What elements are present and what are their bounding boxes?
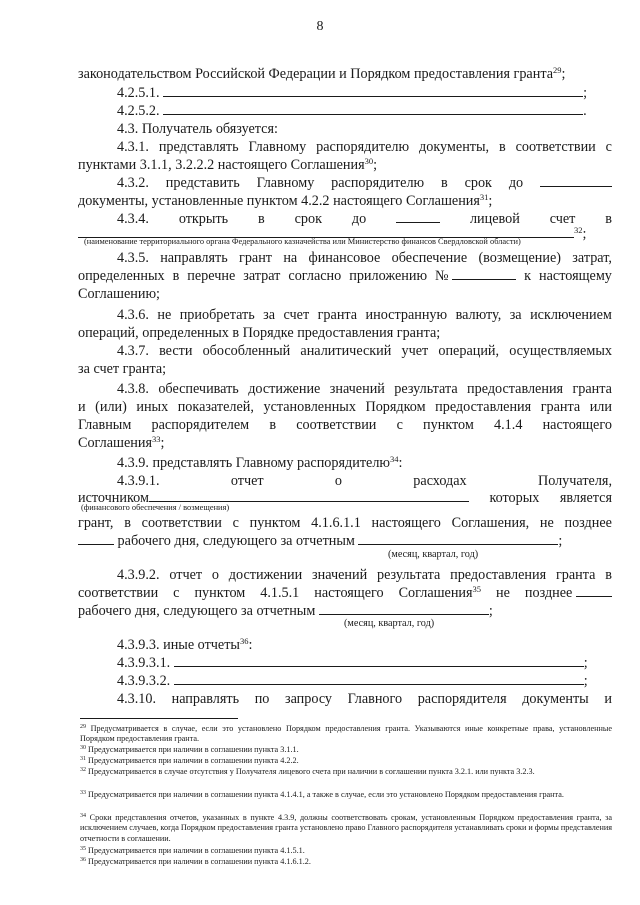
text-line: грант, в соответствии с пунктом 4.1.6.1.1 настоящего Соглашения, не позднее (78, 515, 612, 531)
text-line: рабочего дня, следующего за отчетным ; (78, 603, 493, 619)
footnote: $^{35}$ Предусматривается при наличии в соглашении пункта 4.1.5.1. (80, 846, 305, 855)
field-caption: (наименование территориального органа Федерального казначейства или Министерство финансов Свердловской области) (84, 237, 521, 246)
footnote: $^{36}$ Предусматривается при наличии в соглашении пункта 4.1.6.1.2. (80, 857, 311, 866)
field-caption: (финансового обеспечения / возмещения) (81, 503, 230, 512)
fill-in-blank (174, 672, 584, 685)
text-line: 4.3.9.2. отчет о достижении значений результата предоставления гранта в (117, 567, 612, 583)
footnote-ref: 35 (472, 584, 482, 594)
text-line: 4.3.5. направлять грант на финансовое обеспечение (возмещение) затрат, (117, 250, 612, 266)
footnote: $^{34}$ Сроки представления отчетов, указанных в пункте 4.3.9, должны соответствовать срокам, установленным Порядком предоставления гранта, за исключением случаев, когда Порядком предоставления гранта установлено право Главного распорядителя устанавливать сроки и формы представления отчетности в соглашении. (80, 813, 613, 843)
footnote-ref: 30 (364, 156, 374, 166)
text-line: рабочего дня, следующего за отчетным ; (78, 532, 562, 550)
text-line: соответствии с пунктом 4.1.5.1 настоящего Соглашения$^{35}$ не позднее (78, 584, 612, 602)
text-line: Соглашения$^{33}$; (78, 434, 165, 451)
clause-4-2-5-2: 4.2.5.2. . (117, 103, 587, 119)
text-line: Главным распорядителем в соответствии с пунктом 4.1.4 настоящего (78, 417, 612, 433)
fill-in-blank (452, 267, 516, 280)
text-line: определенных в перечне затрат согласно приложению № к настоящему (78, 268, 612, 284)
text-line: 4.3.8. обеспечивать достижение значений результата предоставления гранта (117, 381, 612, 397)
fill-in-blank (163, 102, 583, 115)
clause-4-3-heading: 4.3. Получатель обязуется: (117, 121, 278, 137)
clause-4-3-9-3-2: 4.3.9.3.2. ; (117, 673, 588, 689)
clause-4-3-9-3-1: 4.3.9.3.1. ; (117, 655, 588, 671)
fill-in-blank (540, 174, 612, 187)
text-line: источником которых является (78, 490, 612, 506)
fill-in-blank (163, 84, 583, 97)
text-line: 4.3.1. представлять Главному распорядителю документы, в соответствии с (117, 139, 612, 155)
fill-in-blank (396, 210, 440, 223)
text-line: и (или) иных показателей, установленных Порядком предоставления гранта или (78, 399, 612, 415)
footnote-ref: 31 (479, 192, 489, 202)
text-line: 4.3.10. направлять по запросу Главного распорядителя документы и (117, 691, 612, 707)
text-line: документы, установленные пунктом 4.2.2 настоящего Соглашения$^{31}$; (78, 192, 493, 209)
page-number: 8 (316, 19, 324, 34)
text-line: операций, определенных в Порядке предоставления гранта; (78, 325, 441, 341)
field-caption: (месяц, квартал, год) (388, 549, 479, 560)
fill-in-blank (174, 654, 584, 667)
footnote: $^{30}$ Предусматривается при наличии в соглашении пункта 3.1.1. (80, 745, 299, 754)
footnote: $^{31}$ Предусматривается при наличии в соглашении пункта 4.2.2. (80, 756, 299, 765)
fill-in-blank (319, 602, 489, 615)
footnote-ref: 36 (239, 636, 249, 646)
text-line: $^{32}$; (78, 225, 586, 243)
fill-in-blank (358, 532, 558, 545)
fill-in-blank (78, 532, 114, 545)
text-line: законодательством Российской Федерации и Порядком предоставления гранта$^{29}$; (78, 65, 566, 82)
text-line: 4.3.7. вести обособленный аналитический учет операций, осуществляемых (117, 343, 612, 359)
fill-in-blank (576, 584, 612, 597)
clause-4-3-9: 4.3.9. представлять Главному распорядителю$^{34}$: (117, 454, 403, 471)
footnote-ref: 29 (553, 65, 562, 75)
text-line: Соглашению; (78, 286, 160, 302)
clause-4-2-5-1: 4.2.5.1. ; (117, 85, 588, 101)
footnote: $^{33}$ Предусматривается при наличии в соглашении пункта 4.1.4.1, а также в случае, если это установлено Порядком предоставления гранта. (80, 790, 564, 799)
text-line: за счет гранта; (78, 361, 167, 377)
text-line: 4.3.9.1. отчет о расходах Получателя, (117, 473, 612, 489)
text-line: 4.3.2. представить Главному распорядителю в срок до (117, 174, 612, 192)
footnote-ref: 33 (151, 434, 161, 444)
footnote-separator (80, 718, 238, 719)
fill-in-blank (149, 489, 469, 502)
clause-4-3-9-3: 4.3.9.3. иные отчеты$^{36}$: (117, 636, 253, 653)
footnote-ref: 32 (574, 225, 583, 235)
footnote: $^{29}$ Предусматривается в случае, если это установлено Порядком предоставления гранта. Указываются иные конкретные права, установленные Порядком предоставления гранта. (80, 724, 612, 744)
text-line: 4.3.4. открыть в срок до лицевой счет в (117, 211, 612, 227)
text-line: 4.3.6. не приобретать за счет гранта иностранную валюту, за исключением (117, 307, 612, 323)
field-caption: (месяц, квартал, год) (344, 618, 435, 629)
footnote: $^{32}$ Предусматривается в случае отсутствия у Получателя лицевого счета при наличии в соглашении пункта 3.2.1. или пункта 3.2.3. (80, 767, 535, 776)
footnote-ref: 34 (390, 454, 399, 464)
text-line: пунктами 3.1.1, 3.2.2.2 настоящего Соглашения$^{30}$; (78, 156, 378, 173)
